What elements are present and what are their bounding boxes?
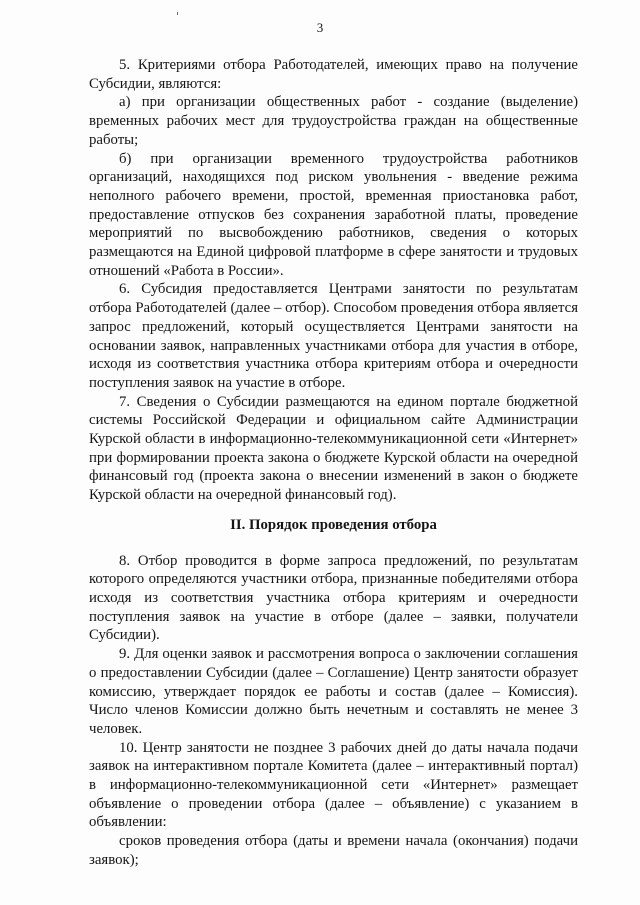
- document-body: [89, 56, 578, 870]
- paragraph-7: 7. Сведения о Субсидии размещаются на едином портале бюджетной системы Российской Федерации и официальном сайте Администрации Курской области в информационно-телекоммуникационной сети «Интернет» при формировании проекта закона о бюджете Курской области на очередной финансовый год (проекта закона о внесении изменений в закон о бюджете Курской области на очередной финансовый год).: [89, 393, 578, 504]
- paragraph-10: 10. Центр занятости не позднее 3 рабочих дней до даты начала подачи заявок на интерактивном портале Комитета (далее – интерактивный портал) в информационно-телекоммуникационной сети «Интернет» размещает объявление о проведении отбора (далее – объявление) с указанием в объявлении:: [89, 739, 578, 831]
- paragraph-5a: а) при организации общественных работ - создание (выделение) временных рабочих мест для трудоустройства граждан на общественные работы;: [89, 94, 578, 148]
- paragraph-9: 9. Для оценки заявок и рассмотрения вопроса о заключении соглашения о предоставлении Субсидии (далее – Соглашение) Центр занятости образует комиссию, утверждает порядок ее работы и состав (далее – Комиссия). Число членов Комиссии должно быть нечетным и составлять не менее 3 человек.: [89, 646, 578, 737]
- page-number: 3: [316, 20, 324, 35]
- paragraph-5: 5. Критериями отбора Работодателей, имеющих право на получение Субсидии, являются:: [89, 57, 578, 92]
- scan-mark: [177, 12, 178, 15]
- paragraph-10-item-1: сроков проведения отбора (даты и времени начала (окончания) подачи заявок);: [89, 833, 578, 868]
- section-heading: II. Порядок проведения отбора: [230, 516, 437, 533]
- paragraph-8: 8. Отбор проводится в форме запроса предложений, по результатам которого определяются участники отбора, признанные победителями отбора исходя из соответствия участника отбора критериям и очередности поступления заявок на участие в отборе (далее – заявки, получатели Субсидии).: [89, 552, 578, 644]
- paragraph-6: 6. Субсидия предоставляется Центрами занятости по результатам отбора Работодателей (далее – отбор). Способом проведения отбора является запрос предложений, который осуществляется Центрами занятости на основании заявок, направленных участниками отбора для участия в отборе, исходя из соответствия участника отбора критериям отбора и очередности поступления заявок на участие в отборе.: [89, 281, 578, 391]
- paragraph-5b: б) при организации временного трудоустройства работников организаций, находящихся под риском увольнения - введение режима неполного рабочего времени, простой, временная приостановка работ, предоставление отпусков без сохранения заработной платы, проведение мероприятий по высвобождению работников, сведения о которых размещаются на Единой цифровой платформе в сфере занятости и трудовых отношений «Работа в России».: [89, 150, 578, 279]
